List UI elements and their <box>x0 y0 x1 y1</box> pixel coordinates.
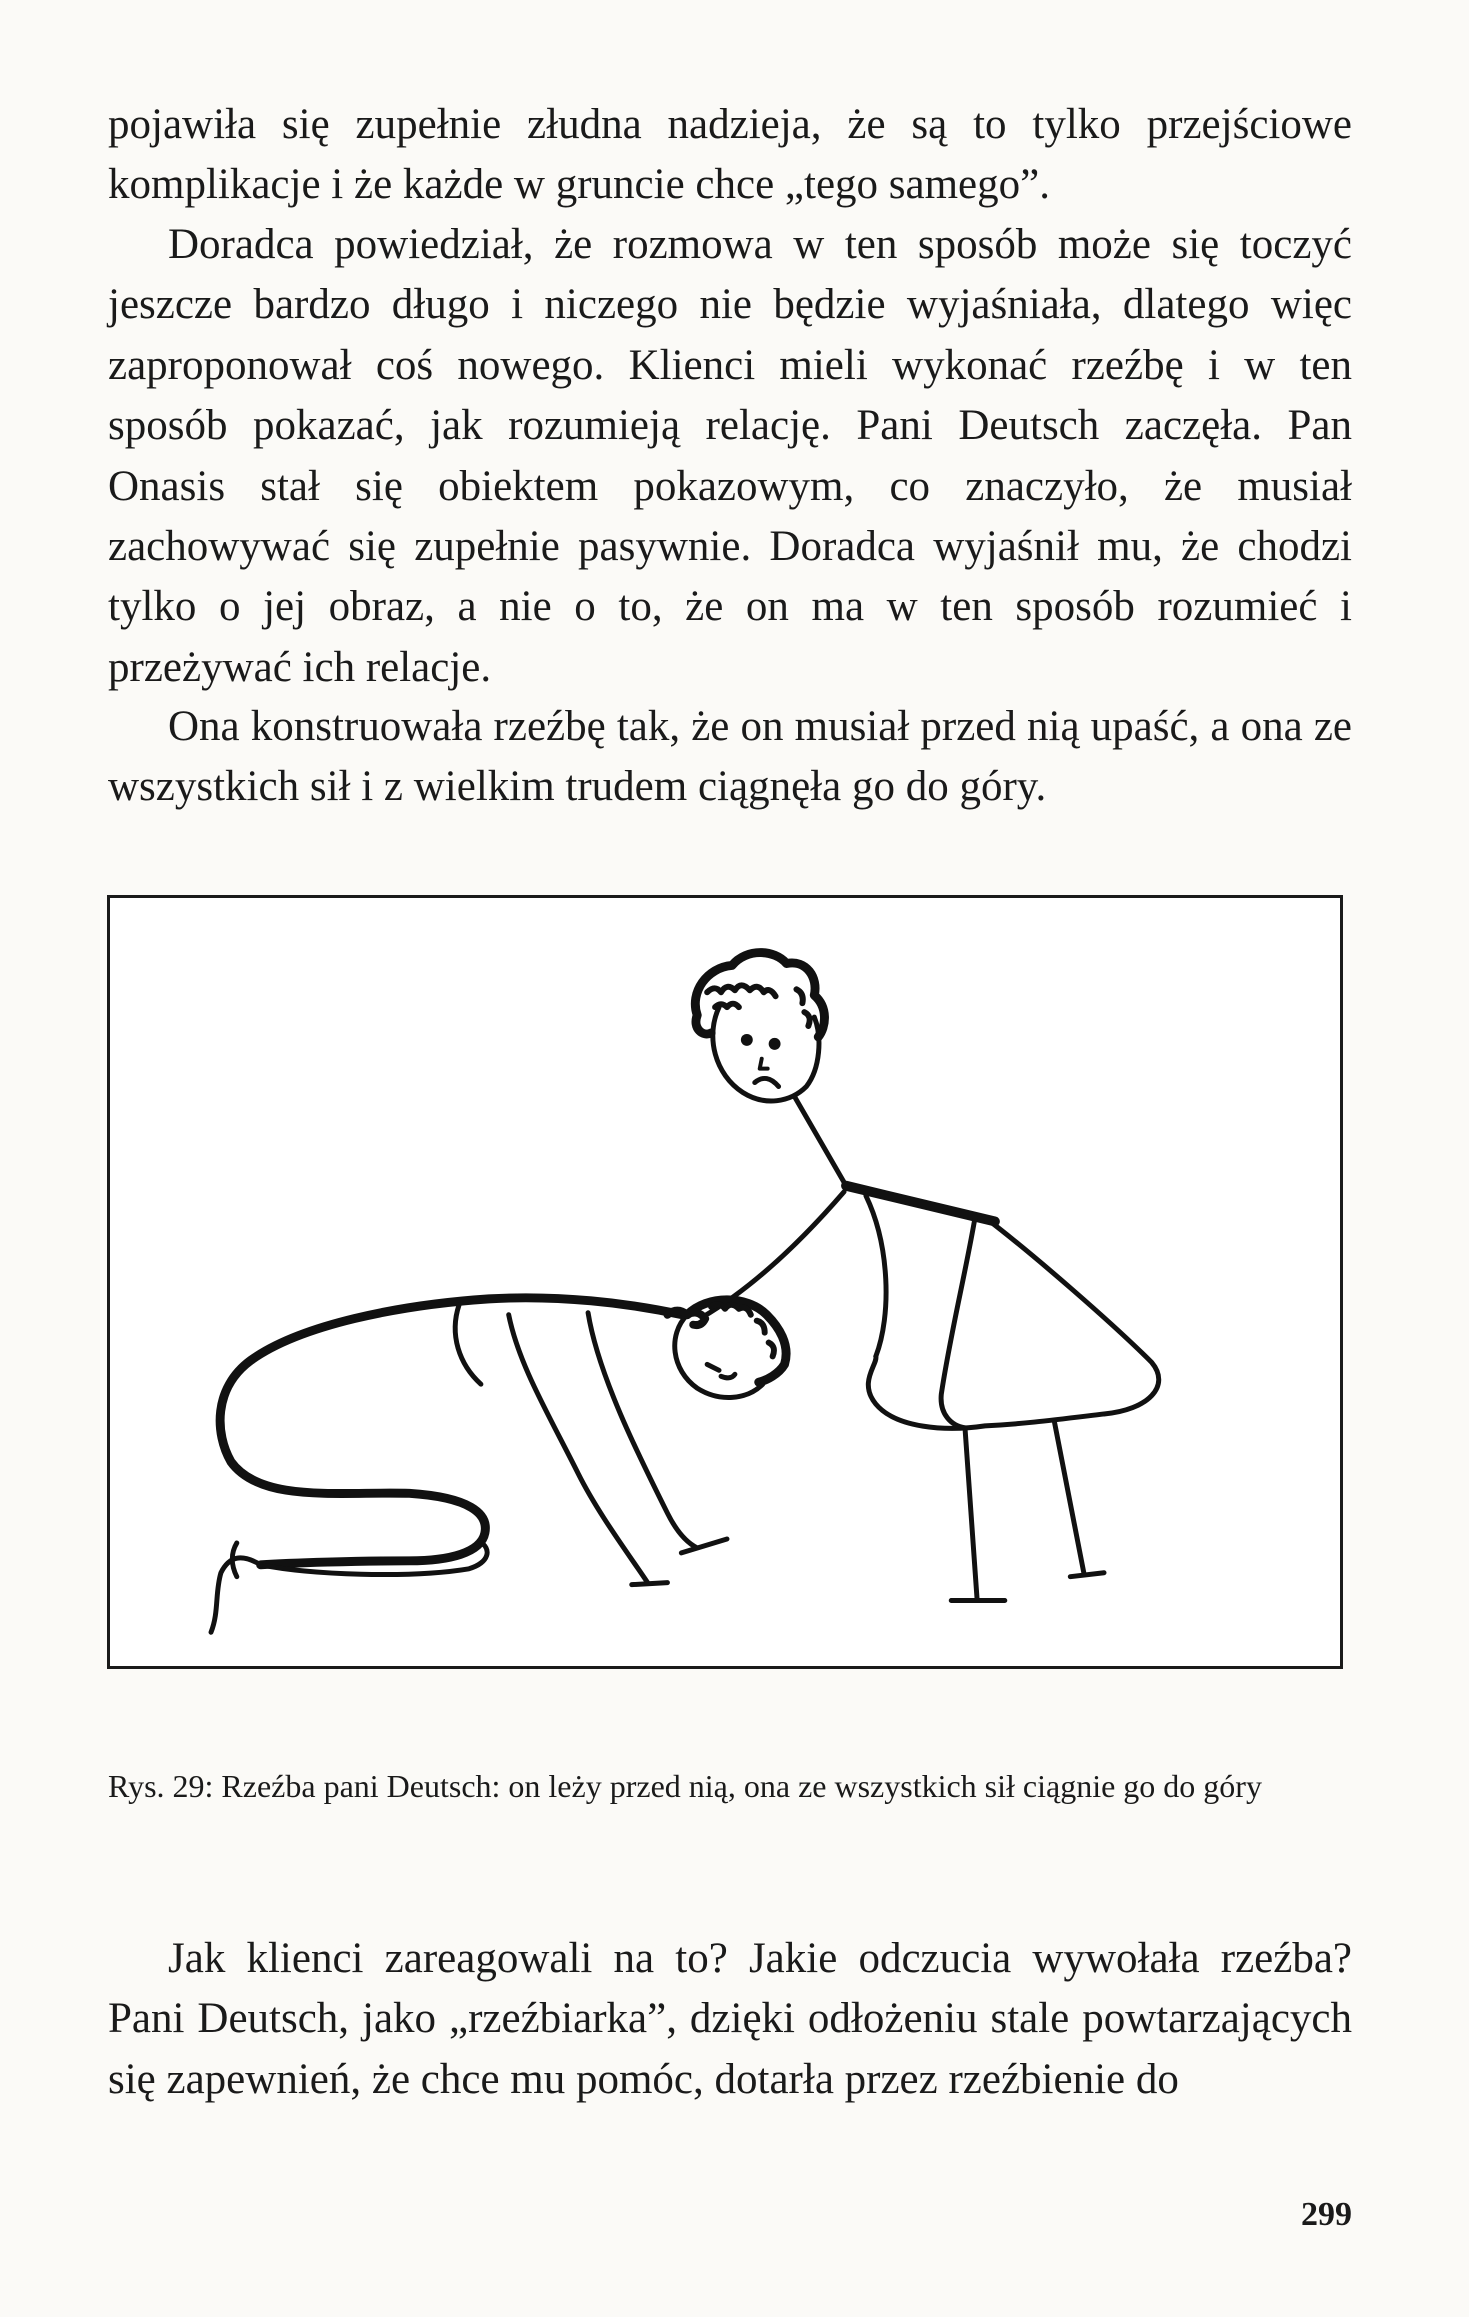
woman-dress <box>868 1218 1158 1429</box>
paragraph-4: Jak klienci zareagowali na to? Jakie odczucia wywołała rzeźba? Pani Deutsch, jako „rzeźbiarka”, dzięki odłożeniu stale powtarzających się zapewnień, że chce mu pomóc, dotarła przez rzeźbienie do <box>108 1935 1352 2103</box>
woman-hair-curls <box>707 985 810 1026</box>
woman-head <box>713 1007 819 1101</box>
man-arm-right <box>588 1313 727 1553</box>
woman-left-eye <box>741 1034 753 1046</box>
hands-grip <box>667 1311 705 1325</box>
page-number: 299 <box>1301 2196 1352 2233</box>
man-back <box>220 1298 682 1565</box>
woman-dress-left-side <box>941 1218 975 1428</box>
woman-arm-right <box>866 1196 886 1357</box>
man-arm-bend <box>455 1305 481 1384</box>
woman-right-eye <box>769 1038 781 1050</box>
sculpture-drawing <box>110 898 1340 1666</box>
man-face <box>707 1364 735 1377</box>
woman-neck <box>794 1096 846 1185</box>
paragraph-1: pojawiła się zupełnie złudna nadzieja, że są to tylko przejściowe komplikacje i że każde w gruncie chce „tego samego”. <box>108 101 1352 209</box>
man-head <box>675 1315 763 1398</box>
woman-leg-left <box>951 1430 1005 1601</box>
man-arm-left <box>509 1315 668 1585</box>
man-foot <box>211 1543 261 1632</box>
woman-leg-right <box>1054 1422 1104 1577</box>
paragraph-3: Ona konstruowała rzeźbę tak, że on musiał przed nią upaść, a ona ze wszystkich sił i z wielkim trudem ciągnęła go do góry. <box>108 703 1352 811</box>
paragraph-2: Doradca powiedział, że rozmowa w ten sposób może się toczyć jeszcze bardzo długo i niczego nie będzie wyjaśniała, dlatego więc zaproponował coś nowego. Klienci mieli wykonać rzeźbę i w ten sposób pokazać, jak rozumieją relację. Pani Deutsch zaczęła. Pan Onasis stał się obiektem pokazowym, co znaczyło, że musiał zachowywać się zupełnie pasywnie. Doradca wyjaśnił mu, że chodzi tylko o jej obraz, a nie o to, że on ma w ten sposób rozumieć i przeżywać ich relacje. <box>108 221 1352 691</box>
woman-mouth <box>755 1078 779 1086</box>
woman-nose <box>760 1059 768 1069</box>
figure-caption: Rys. 29: Rzeźba pani Deutsch: on leży przed nią, ona ze wszystkich sił ciągnie go do góry <box>108 1768 1262 1804</box>
sculpture-illustration <box>107 895 1343 1669</box>
